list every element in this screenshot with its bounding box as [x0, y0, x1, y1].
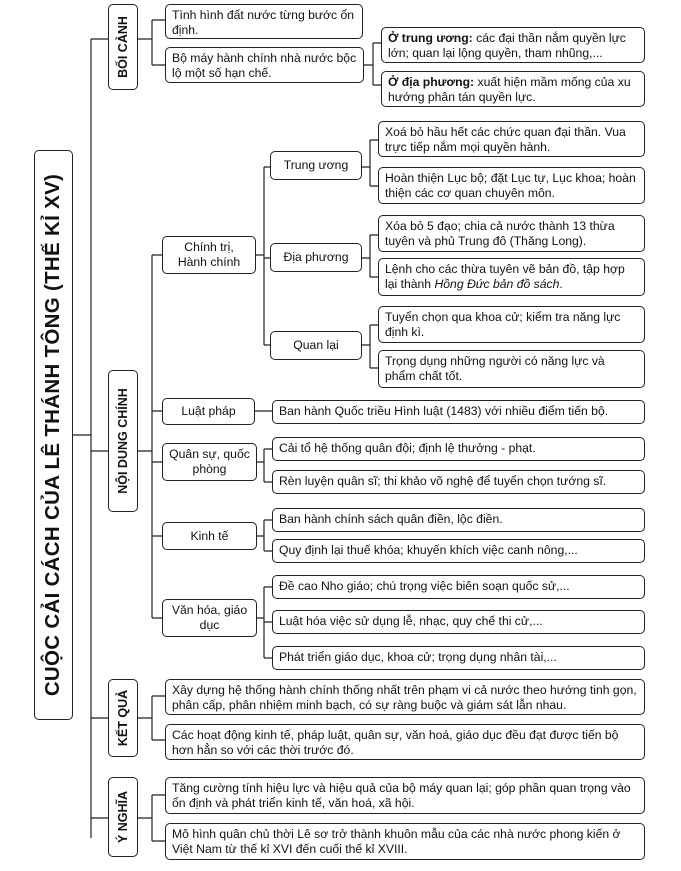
military-item-2: Rèn luyện quân sĩ; thi khảo võ nghệ để tuyển chọn tướng sĩ.	[272, 470, 645, 494]
politics-local-map-book: Hồng Đức bản đồ sách	[434, 277, 560, 291]
politics-local-item-1: Xóa bỏ 5 đạo; chia cả nước thành 13 thừa tuyên và phủ Trung đô (Thăng Long).	[378, 215, 645, 252]
politics-local-item-2-end: .	[559, 277, 563, 291]
politics-local: Địa phương	[270, 243, 362, 272]
politics-central-item-1: Xoá bỏ hầu hết các chức quan đại thần. Vua trực tiếp nắm mọi quyền hành.	[378, 121, 645, 157]
category-content	[108, 370, 138, 512]
economy-item-1: Ban hành chính sách quân điền, lộc điền.	[272, 508, 645, 532]
category-content-label: NỘI DUNG CHÍNH	[116, 388, 130, 494]
politics-officials: Quan lại	[270, 331, 362, 360]
politics-officials-item-1: Tuyển chọn qua khoa cử; kiểm tra năng lực định kì.	[378, 306, 645, 343]
category-meaning-label: Ý NGHĨA	[116, 790, 130, 844]
culture-item-1: Đề cao Nho giáo; chú trọng việc biên soạn quốc sử,...	[272, 575, 645, 599]
politics-local-item-2-text: Lệnh cho các thừa tuyên vẽ bản đồ, tập hợp lại thành	[385, 262, 625, 291]
result-item-2: Các hoạt động kinh tế, pháp luật, quân sự, văn hoá, giáo dục đều đạt được tiến bộ hơn hẳn so với các thời trước đó.	[165, 724, 645, 760]
category-result-label: KẾT QUẢ	[116, 689, 130, 747]
context-item-limitations: Bộ máy hành chính nhà nước bộc lộ một số hạn chế.	[165, 47, 364, 83]
politics-local-item-2	[378, 258, 645, 296]
content-culture: Văn hóa, giáo dục	[162, 599, 257, 637]
main-title	[34, 150, 73, 720]
content-military: Quân sự, quốc phòng	[162, 443, 257, 481]
context-central-label: Ở trung ương:	[388, 31, 473, 45]
content-law: Luật pháp	[162, 398, 255, 425]
meaning-item-1: Tăng cường tính hiệu lực và hiệu quả của bộ máy quan lại; góp phần quan trọng vào ổn định và phát triển kinh tế, văn hoá, xã hội.	[165, 777, 645, 814]
result-item-1: Xây dựng hệ thống hành chính thống nhất trên phạm vi cả nước theo hướng tinh gọn, phân cấp, phân nhiệm minh bạch, có sự ràng buộc và giám sát lẫn nhau.	[165, 679, 645, 715]
meaning-item-2: Mô hình quân chủ thời Lê sơ trở thành khuôn mẫu của các nhà nước phong kiến ở Việt Nam từ thế kỉ XVI đến cuối thế kỉ XVIII.	[165, 823, 645, 860]
politics-central-item-2: Hoàn thiện Lục bộ; đặt Lục tự, Lục khoa; hoàn thiện các cơ quan chuyên môn.	[378, 167, 645, 204]
politics-central: Trung ương	[270, 151, 362, 180]
main-title-text: CUỘC CẢI CÁCH CỦA LÊ THÁNH TÔNG (THẾ KỈ XV)	[41, 173, 65, 697]
context-item-stability: Tình hình đất nước từng bước ổn định.	[165, 4, 363, 39]
context-local-issue	[381, 71, 645, 107]
category-context-label: BỐI CẢNH	[116, 16, 130, 78]
context-local-label: Ở địa phương:	[388, 75, 475, 89]
context-central-issue	[381, 27, 645, 63]
military-item-1: Cải tổ hệ thống quân đội; định lệ thưởng - phạt.	[272, 437, 645, 461]
category-context	[108, 4, 138, 90]
context-central-text: các đại thần nắm quyền lực lớn; quan lại lộng quyền, tham nhũng,...	[388, 31, 626, 60]
politics-officials-item-2: Trọng dụng những người có năng lực và phẩm chất tốt.	[378, 350, 645, 388]
culture-item-3: Phát triển giáo dục, khoa cử; trọng dụng nhân tài,...	[272, 646, 645, 670]
economy-item-2: Quy định lại thuế khóa; khuyến khích việc canh nông,...	[272, 539, 645, 563]
content-economy: Kinh tế	[162, 522, 257, 550]
category-meaning	[108, 777, 138, 857]
context-local-text: xuất hiện mầm mống của xu hướng phân tán quyền lực.	[388, 75, 631, 104]
category-result	[108, 679, 138, 757]
content-politics: Chính trị, Hành chính	[162, 236, 256, 274]
culture-item-2: Luật hóa việc sử dụng lễ, nhạc, quy chế thi cử,...	[272, 610, 645, 634]
law-item: Ban hành Quốc triều Hình luật (1483) với nhiều điểm tiến bộ.	[272, 400, 645, 424]
